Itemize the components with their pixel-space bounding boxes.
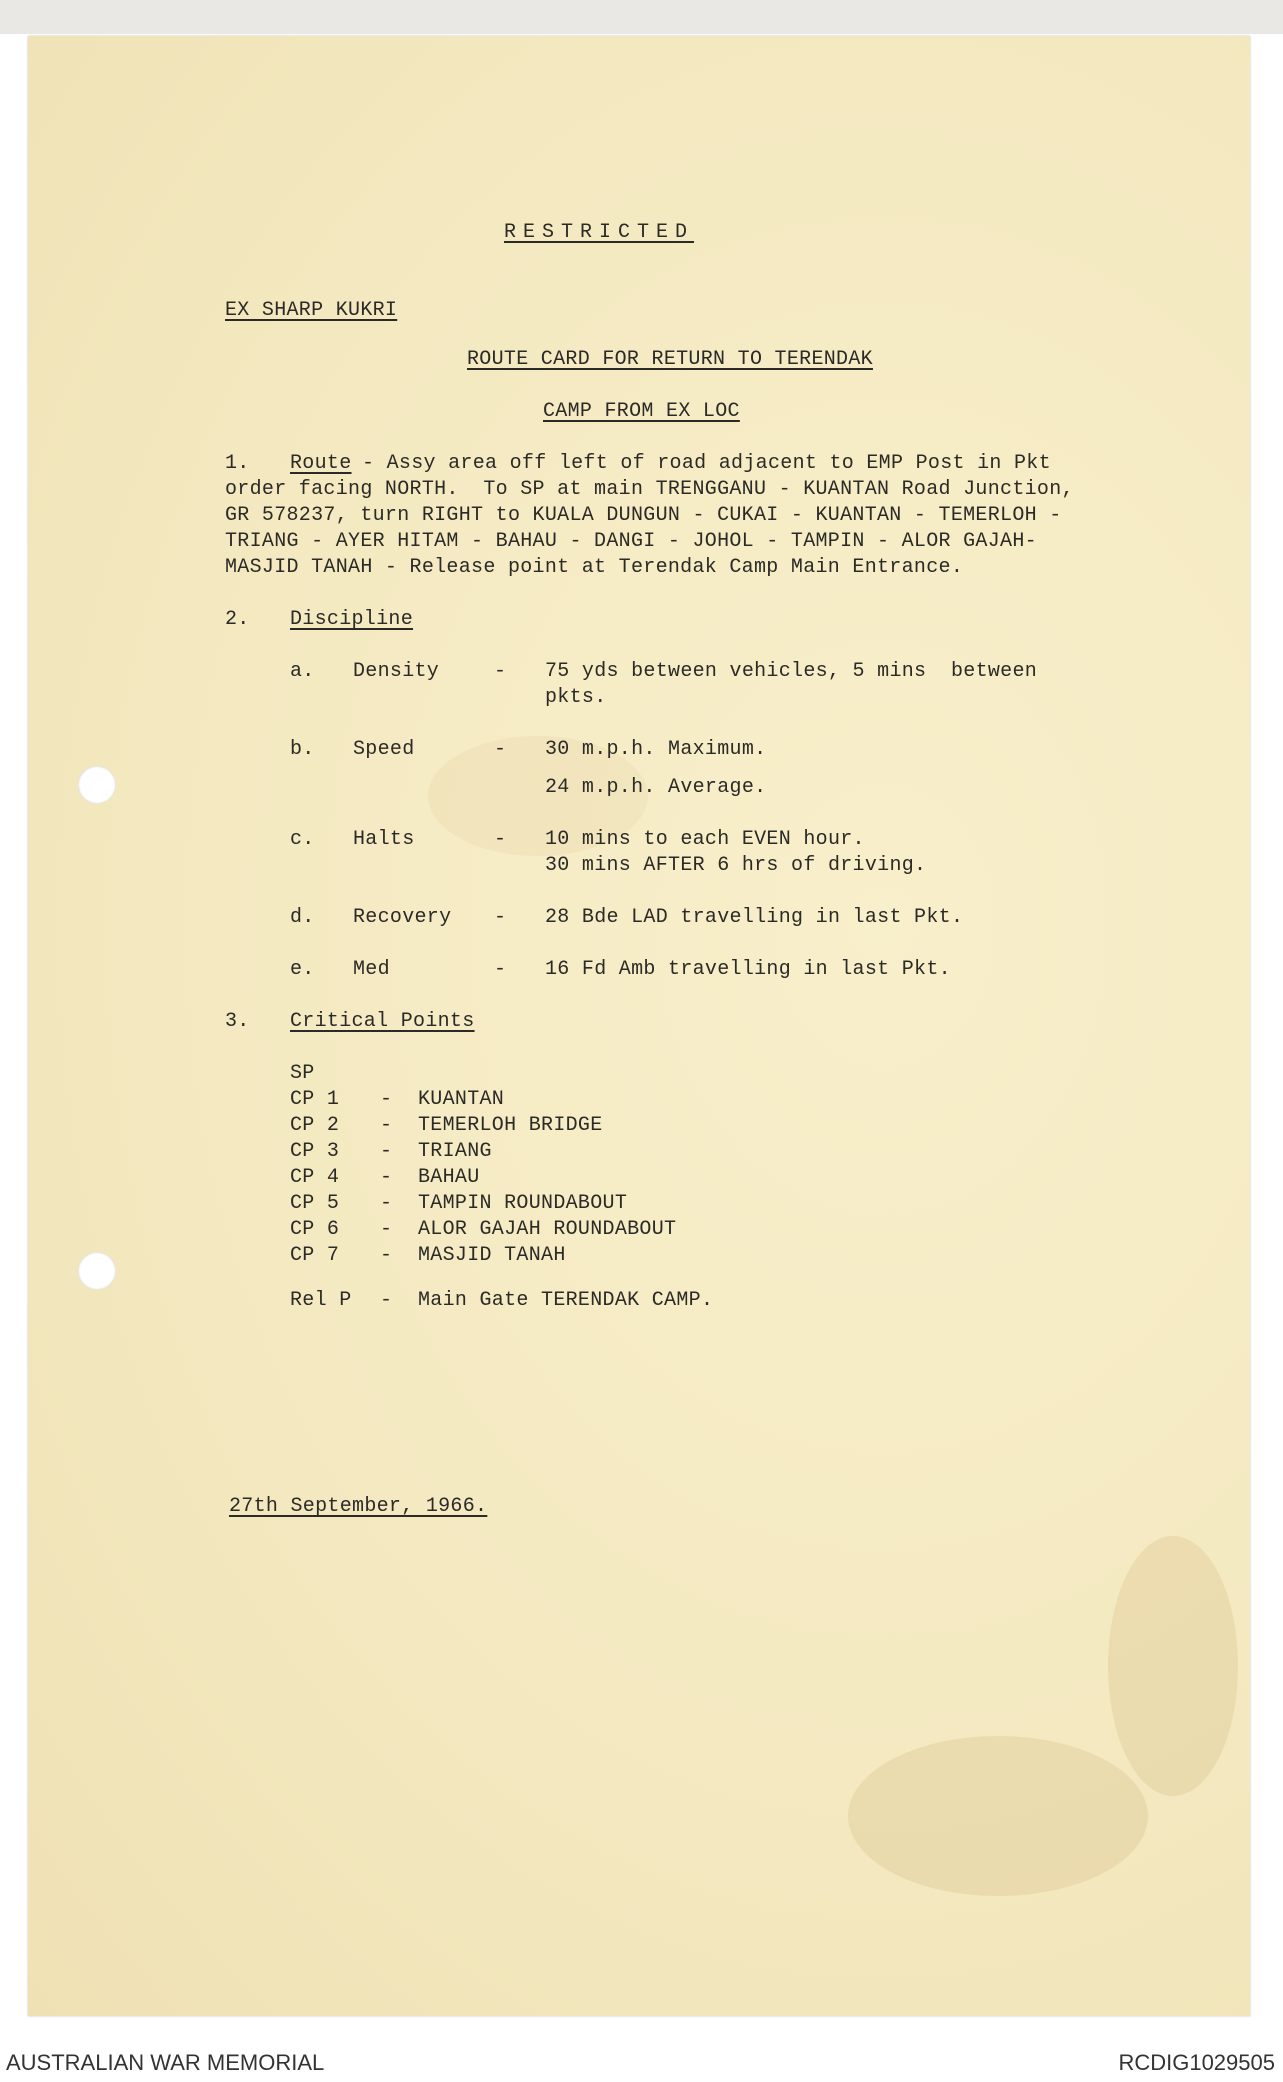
cp-label: CP 3	[290, 1140, 340, 1163]
cp-place: BAHAU	[418, 1166, 480, 1189]
item-dash: -	[494, 958, 507, 981]
exercise-name: EX SHARP KUKRI	[225, 299, 398, 322]
cp-dash: -	[380, 1192, 393, 1215]
section-heading-critical-points: Critical Points	[290, 1010, 475, 1033]
cp-label: CP 7	[290, 1244, 340, 1267]
item-letter: b.	[290, 738, 315, 761]
route-text-line: order facing NORTH. To SP at main TRENGGANU - KUANTAN Road Junction,	[225, 478, 1074, 501]
item-label: Recovery	[353, 906, 452, 929]
item-dash: -	[494, 828, 507, 851]
cp-dash: -	[380, 1244, 393, 1267]
start-point: SP	[290, 1062, 315, 1085]
cp-dash: -	[380, 1140, 393, 1163]
section-number: 2.	[225, 608, 250, 631]
scan-border	[0, 0, 1283, 34]
cp-place: TRIANG	[418, 1140, 492, 1163]
cp-dash: -	[380, 1114, 393, 1137]
item-dash: -	[494, 738, 507, 761]
item-letter: a.	[290, 660, 315, 683]
item-text: 75 yds between vehicles, 5 mins between	[545, 660, 1038, 683]
item-text: 30 m.p.h. Maximum.	[545, 738, 767, 761]
document-date: 27th September, 1966.	[229, 1495, 488, 1518]
route-text-line: TRIANG - AYER HITAM - BAHAU - DANGI - JOHOL - TAMPIN - ALOR GAJAH-	[225, 530, 1037, 553]
section-heading-route: Route	[290, 452, 352, 475]
item-text: 16 Fd Amb travelling in last Pkt.	[545, 958, 951, 981]
item-text: 30 mins AFTER 6 hrs of driving.	[545, 854, 927, 877]
item-text: 24 m.p.h. Average.	[545, 776, 767, 799]
cp-place: TAMPIN ROUNDABOUT	[418, 1192, 628, 1215]
section-heading-discipline: Discipline	[290, 608, 414, 631]
item-dash: -	[494, 660, 507, 683]
section-number: 1.	[225, 452, 250, 475]
route-text-line: MASJID TANAH - Release point at Terendak Camp Main Entrance.	[225, 556, 964, 579]
footer-source: AUSTRALIAN WAR MEMORIAL	[6, 2050, 325, 2075]
stain	[1108, 1536, 1238, 1796]
punch-hole	[78, 1252, 116, 1290]
cp-dash: -	[380, 1166, 393, 1189]
cp-place: KUANTAN	[418, 1088, 505, 1111]
footer-id: RCDIG1029505	[1118, 2050, 1275, 2075]
item-label: Med	[353, 958, 390, 981]
item-dash: -	[494, 906, 507, 929]
item-label: Halts	[353, 828, 415, 851]
release-label: Rel P	[290, 1289, 352, 1312]
item-label: Density	[353, 660, 440, 683]
route-text-line: - Assy area off left of road adjacent to EMP Post in Pkt	[362, 452, 1051, 475]
cp-place: MASJID TANAH	[418, 1244, 566, 1267]
route-text-line: GR 578237, turn RIGHT to KUALA DUNGUN - CUKAI - KUANTAN - TEMERLOH -	[225, 504, 1062, 527]
restricted-header: RESTRICTED	[504, 221, 695, 244]
section-number: 3.	[225, 1010, 250, 1033]
item-text: pkts.	[545, 686, 607, 709]
cp-label: CP 6	[290, 1218, 340, 1241]
cp-label: CP 1	[290, 1088, 340, 1111]
cp-label: CP 2	[290, 1114, 340, 1137]
cp-dash: -	[380, 1088, 393, 1111]
item-label: Speed	[353, 738, 415, 761]
cp-place: ALOR GAJAH ROUNDABOUT	[418, 1218, 677, 1241]
cp-dash: -	[380, 1218, 393, 1241]
release-dash: -	[380, 1289, 393, 1312]
item-text: 28 Bde LAD travelling in last Pkt.	[545, 906, 964, 929]
item-letter: d.	[290, 906, 315, 929]
item-letter: c.	[290, 828, 315, 851]
cp-place: TEMERLOH BRIDGE	[418, 1114, 603, 1137]
document-title: ROUTE CARD FOR RETURN TO TERENDAK	[467, 348, 873, 371]
document-subtitle: CAMP FROM EX LOC	[543, 400, 740, 423]
document-page	[28, 36, 1250, 2016]
punch-hole	[78, 766, 116, 804]
item-letter: e.	[290, 958, 315, 981]
release-place: Main Gate TERENDAK CAMP.	[418, 1289, 714, 1312]
item-text: 10 mins to each EVEN hour.	[545, 828, 865, 851]
cp-label: CP 4	[290, 1166, 340, 1189]
stain	[848, 1736, 1148, 1896]
cp-label: CP 5	[290, 1192, 340, 1215]
